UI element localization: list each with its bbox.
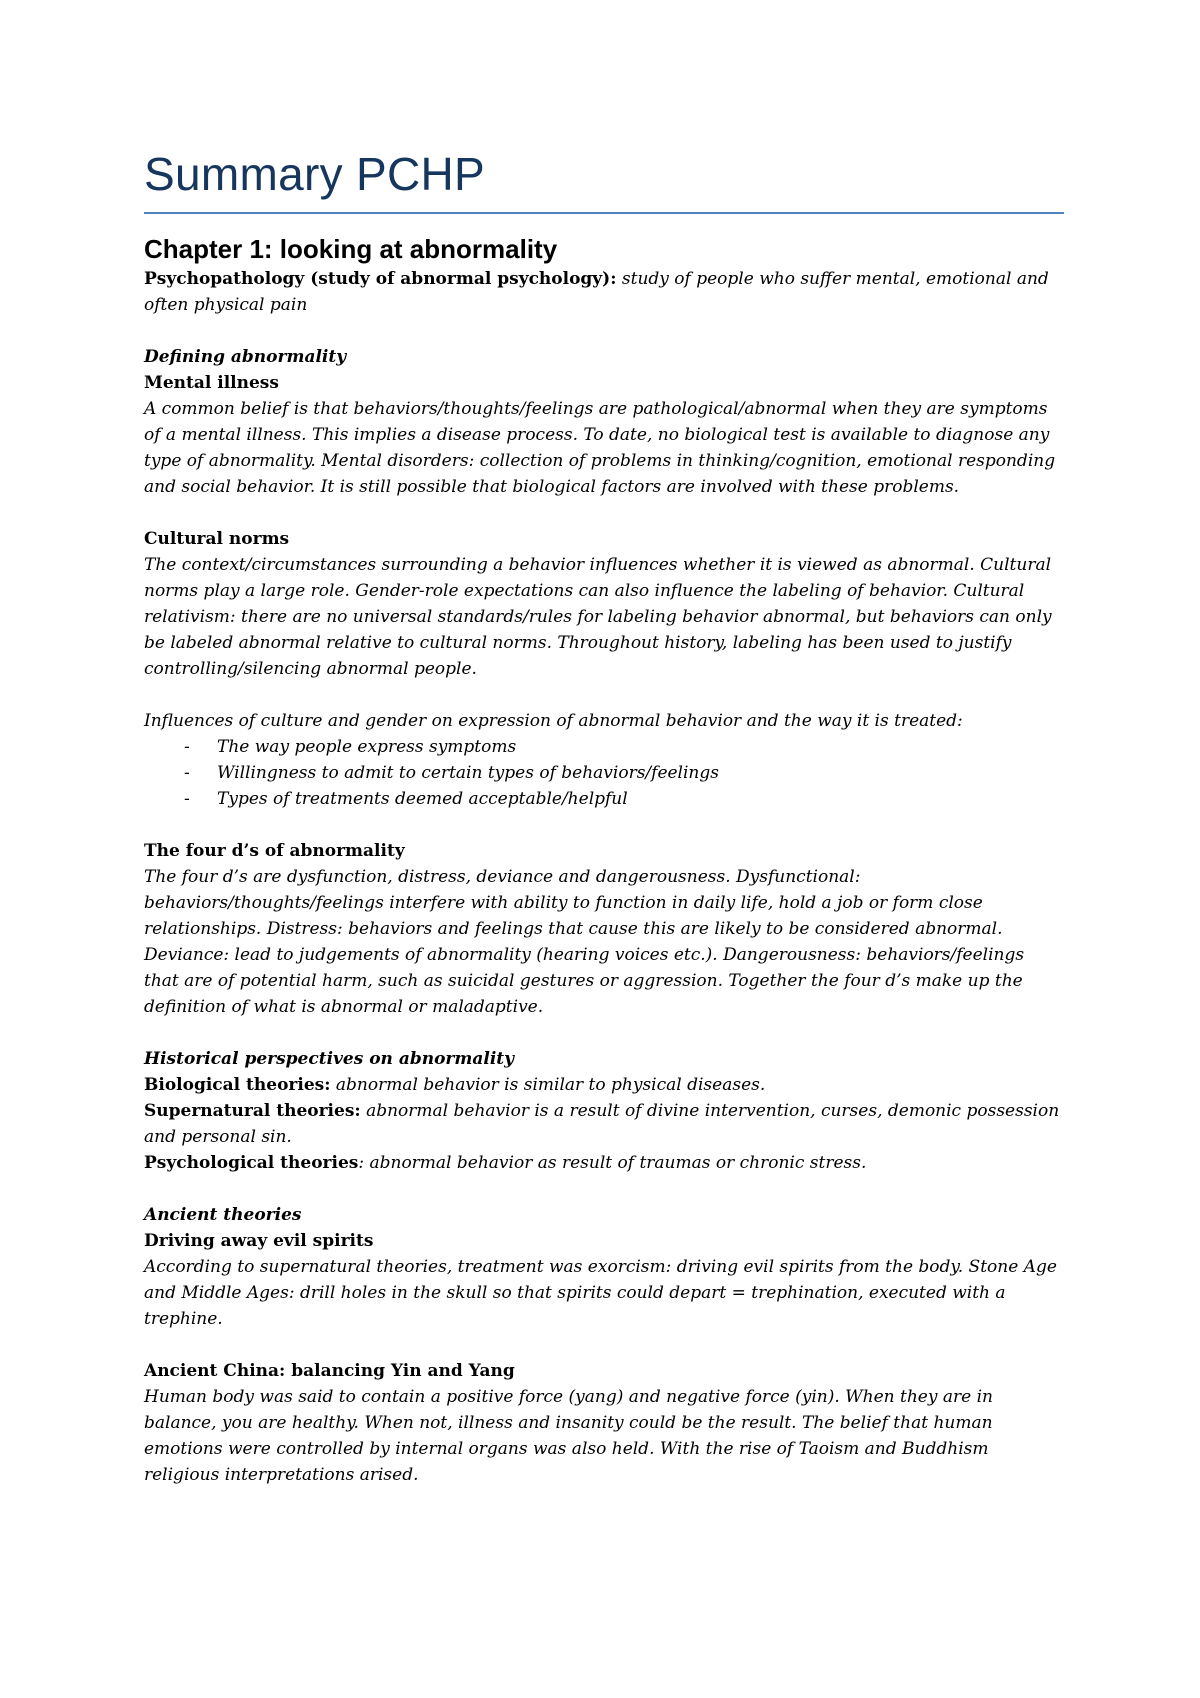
historical-text: : abnormal behavior as result of traumas or chronic stress. xyxy=(358,1153,867,1173)
intro-text: study of people who suffer mental, emotional and often physical pain xyxy=(144,269,1049,315)
historical-item-supernatural xyxy=(144,1098,1064,1150)
influences-intro: Influences of culture and gender on expression of abnormal behavior and the way it is treated: xyxy=(144,711,963,731)
list-item: - Types of treatments deemed acceptable/helpful xyxy=(144,786,1064,812)
list-item: - The way people express symptoms xyxy=(144,734,1064,760)
heading-mental-illness: Mental illness xyxy=(144,373,279,393)
document-page xyxy=(144,140,1064,1488)
historical-text: abnormal behavior is a result of divine intervention, curses, demonic possession and personal sin. xyxy=(144,1101,1060,1147)
historical-item-psychological xyxy=(144,1150,1064,1176)
section-heading-defining: Defining abnormality xyxy=(144,347,347,367)
historical-item-biological xyxy=(144,1072,1064,1098)
influences-list xyxy=(144,734,1064,812)
historical-term: Biological theories: xyxy=(144,1075,331,1095)
heading-four-ds: The four d’s of abnormality xyxy=(144,841,405,861)
four-ds-text: The four d’s are dysfunction, distress, deviance and dangerousness. Dysfunctional: behaviors/thoughts/feelings interfere with ability to function in daily life, hold a job or form close relationships. Distress: behaviors and feelings that cause this are likely to be considered abnormal. Deviance: lead to judgements of abnormality (hearing voices etc.). Dangerousness: behaviors/feelings that are of potential harm, such as suicidal gestures or aggression. Together the four d’s make up the definition of what is abnormal or maladaptive. xyxy=(144,867,1025,1017)
historical-term: Supernatural theories: xyxy=(144,1101,361,1121)
mental-illness-text: A common belief is that behaviors/thoughts/feelings are pathological/abnormal when they are symptoms of a mental illness. This implies a disease process. To date, no biological test is available to diagnose any type of abnormality. Mental disorders: collection of problems in thinking/cognition, emotional responding and social behavior. It is still possible that biological factors are involved with these problems. xyxy=(144,399,1056,497)
historical-term: Psychological theories xyxy=(144,1153,359,1173)
document-body xyxy=(144,266,1064,1488)
heading-cultural-norms: Cultural norms xyxy=(144,529,290,549)
chapter-heading: Chapter 1: looking at abnormality xyxy=(144,234,558,264)
document-title: Summary PCHP xyxy=(144,148,485,200)
ancient-china-text: Human body was said to contain a positive force (yang) and negative force (yin). When they are in balance, you are healthy. When not, illness and insanity could be the result. The belief that human emotions were controlled by internal organs was also held. With the rise of Taoism and Buddhism religious interpretations arised. xyxy=(144,1387,993,1485)
intro-paragraph xyxy=(144,266,1064,318)
title-underline xyxy=(144,212,1064,214)
cultural-norms-text: The context/circumstances surrounding a behavior influences whether it is viewed as abnormal. Cultural norms play a large role. Gender-role expectations can also influence the labeling of behavior. Cultural relativism: there are no universal standards/rules for labeling behavior abnormal, but behaviors can only be labeled abnormal relative to cultural norms. Throughout history, labeling has been used to justify controlling/silencing abnormal people. xyxy=(144,555,1052,679)
historical-text: abnormal behavior is similar to physical diseases. xyxy=(330,1075,766,1095)
heading-evil-spirits: Driving away evil spirits xyxy=(144,1231,374,1251)
list-item: - Willingness to admit to certain types of behaviors/feelings xyxy=(144,760,1064,786)
section-heading-ancient: Ancient theories xyxy=(144,1205,302,1225)
evil-spirits-text: According to supernatural theories, treatment was exorcism: driving evil spirits from the body. Stone Age and Middle Ages: drill holes in the skull so that spirits could depart = trephination, executed with a trephine. xyxy=(144,1257,1057,1329)
heading-ancient-china: Ancient China: balancing Yin and Yang xyxy=(144,1361,515,1381)
intro-term: Psychopathology (study of abnormal psychology): xyxy=(144,269,617,289)
section-heading-historical: Historical perspectives on abnormality xyxy=(144,1049,515,1069)
